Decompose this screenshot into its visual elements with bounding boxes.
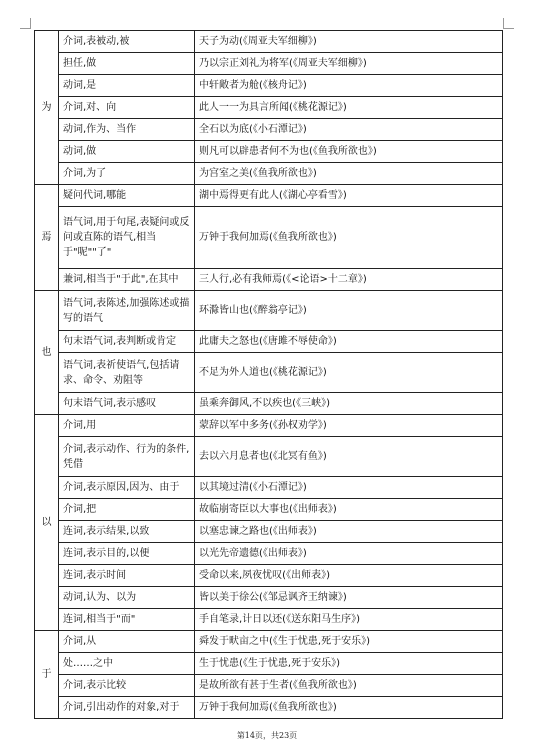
table-row <box>35 353 503 393</box>
usage-example-cell: 中轩敞者为舱(《核舟记》) <box>195 75 503 97</box>
function-word-cell: 于 <box>35 631 59 719</box>
usage-example-cell: 不足为外人道也(《桃花源记》) <box>195 353 503 393</box>
usage-meaning-cell: 处……之中 <box>59 653 195 675</box>
usage-example-cell: 虽乘奔御风,不以疾也(《三峡》) <box>195 393 503 415</box>
usage-meaning-cell: 介词,表示动作、行为的条件,凭借 <box>59 437 195 477</box>
crop-mark-top-left <box>20 18 31 29</box>
table-row <box>35 631 503 653</box>
usage-example-cell: 万钟于我何加焉(《鱼我所欲也》) <box>195 207 503 269</box>
function-word-cell: 焉 <box>35 185 59 291</box>
usage-example-cell: 生于忧患(《生于忧患,死于安乐》) <box>195 653 503 675</box>
usage-meaning-cell: 语气词,表陈述,加强陈述或描写的语气 <box>59 291 195 331</box>
usage-meaning-cell: 连词,表示结果,以致 <box>59 521 195 543</box>
table-row <box>35 543 503 565</box>
usage-example-cell: 环滁皆山也(《醉翁亭记》) <box>195 291 503 331</box>
usage-meaning-cell: 连词,表示目的,以便 <box>59 543 195 565</box>
usage-meaning-cell: 连词,表示时间 <box>59 565 195 587</box>
table-row <box>35 521 503 543</box>
usage-meaning-cell: 兼词,相当于"于此",在其中 <box>59 269 195 291</box>
usage-meaning-cell: 句末语气词,表示感叹 <box>59 393 195 415</box>
function-word-cell: 以 <box>35 415 59 631</box>
table-row <box>35 291 503 331</box>
usage-example-cell: 此人一一为具言所闻(《桃花源记》) <box>195 97 503 119</box>
usage-meaning-cell: 动词,作为、当作 <box>59 119 195 141</box>
document-page <box>34 30 503 719</box>
usage-meaning-cell: 介词,表示比较 <box>59 675 195 697</box>
usage-meaning-cell: 动词,认为、以为 <box>59 587 195 609</box>
usage-example-cell: 天子为动(《周亚夫军细柳》) <box>195 31 503 53</box>
table-row <box>35 393 503 415</box>
table-row <box>35 119 503 141</box>
usage-meaning-cell: 介词,从 <box>59 631 195 653</box>
table-row <box>35 141 503 163</box>
table-row <box>35 331 503 353</box>
usage-meaning-cell: 介词,引出动作的对象,对于 <box>59 697 195 719</box>
usage-example-cell: 则凡可以辟患者何不为也(《鱼我所欲也》) <box>195 141 503 163</box>
table-row <box>35 477 503 499</box>
usage-meaning-cell: 担任,做 <box>59 53 195 75</box>
usage-example-cell: 以其境过清(《小石潭记》) <box>195 477 503 499</box>
usage-example-cell: 以光先帝遗德(《出师表》) <box>195 543 503 565</box>
table-row <box>35 653 503 675</box>
usage-example-cell: 蒙辞以军中多务(《孙权劝学》) <box>195 415 503 437</box>
table-row <box>35 609 503 631</box>
usage-meaning-cell: 介词,表被动,被 <box>59 31 195 53</box>
table-row <box>35 269 503 291</box>
usage-meaning-cell: 介词,把 <box>59 499 195 521</box>
word-usage-table <box>34 30 503 719</box>
table-row <box>35 207 503 269</box>
usage-example-cell: 舜发于畎亩之中(《生于忧患,死于安乐》) <box>195 631 503 653</box>
function-word-cell: 为 <box>35 31 59 185</box>
table-row <box>35 499 503 521</box>
table-row <box>35 587 503 609</box>
table-row <box>35 565 503 587</box>
usage-meaning-cell: 介词,对、向 <box>59 97 195 119</box>
table-row <box>35 75 503 97</box>
table-row <box>35 675 503 697</box>
usage-example-cell: 此庸夫之怒也(《唐雎不辱使命》) <box>195 331 503 353</box>
crop-mark-top-right <box>503 18 514 29</box>
usage-example-cell: 万钟于我何加焉(《鱼我所欲也》) <box>195 697 503 719</box>
usage-example-cell: 手自笔录,计日以还(《送东阳马生序》) <box>195 609 503 631</box>
usage-meaning-cell: 介词,用 <box>59 415 195 437</box>
table-row <box>35 697 503 719</box>
usage-meaning-cell: 动词,是 <box>59 75 195 97</box>
table-row <box>35 185 503 207</box>
table-row <box>35 163 503 185</box>
usage-example-cell: 全石以为底(《小石潭记》) <box>195 119 503 141</box>
usage-example-cell: 皆以美于徐公(《邹忌讽齐王纳谏》) <box>195 587 503 609</box>
usage-example-cell: 乃以宗正刘礼为将军(《周亚夫军细柳》) <box>195 53 503 75</box>
table-row <box>35 437 503 477</box>
usage-example-cell: 以塞忠谏之路也(《出师表》) <box>195 521 503 543</box>
usage-meaning-cell: 介词,表示原因,因为、由于 <box>59 477 195 499</box>
usage-example-cell: 三人行,必有我师焉(《<论语>十二章》) <box>195 269 503 291</box>
usage-meaning-cell: 语气词,用于句尾,表疑问或反问或直陈的语气,相当于"呢""了" <box>59 207 195 269</box>
usage-example-cell: 受命以来,夙夜忧叹(《出师表》) <box>195 565 503 587</box>
usage-example-cell: 去以六月息者也(《北冥有鱼》) <box>195 437 503 477</box>
usage-example-cell: 湖中焉得更有此人(《湖心亭看雪》) <box>195 185 503 207</box>
usage-meaning-cell: 句末语气词,表判断或肯定 <box>59 331 195 353</box>
usage-meaning-cell: 语气词,表祈使语气,包括请求、命令、劝阻等 <box>59 353 195 393</box>
page-number: 第14页，共23页 <box>236 731 298 740</box>
table-row <box>35 97 503 119</box>
table-row <box>35 31 503 53</box>
function-word-cell: 也 <box>35 291 59 415</box>
usage-meaning-cell: 动词,做 <box>59 141 195 163</box>
usage-example-cell: 为宫室之美(《鱼我所欲也》) <box>195 163 503 185</box>
usage-example-cell: 是故所欲有甚于生者(《鱼我所欲也》) <box>195 675 503 697</box>
usage-meaning-cell: 连词,相当于"而" <box>59 609 195 631</box>
table-row <box>35 53 503 75</box>
usage-meaning-cell: 疑问代词,哪能 <box>59 185 195 207</box>
table-row <box>35 415 503 437</box>
usage-meaning-cell: 介词,为了 <box>59 163 195 185</box>
usage-example-cell: 故临崩寄臣以大事也(《出师表》) <box>195 499 503 521</box>
